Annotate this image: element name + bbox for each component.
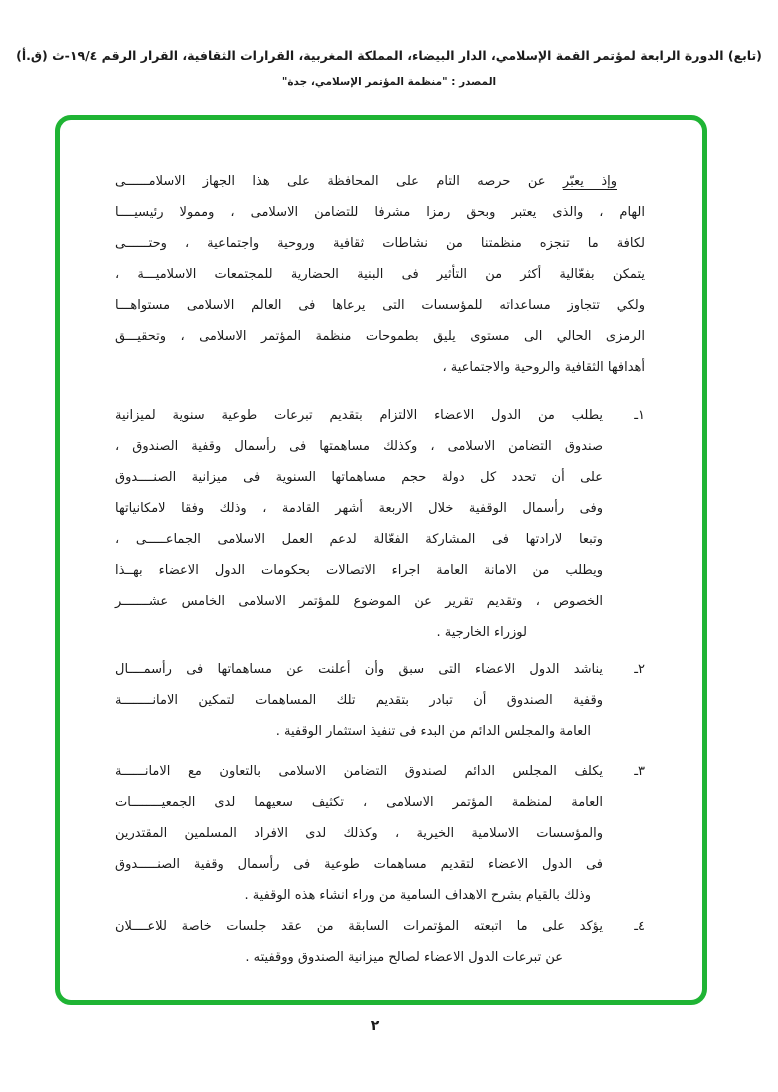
- preamble-line: الرمزى الحالي الى مستوى يليق بطموحات منظمة المؤتمر الاسلامى ، وتحقيـــق: [115, 329, 645, 344]
- item-line: يناشد الدول الاعضاء التى سبق وأن أعلنت عن مساهماتها فى رأسمــــال: [115, 662, 603, 677]
- preamble-line: الهام ، والذى يعتبر وبحق رمزا مشرفا للتضامن الاسلامى ، وممولا رئيسيــــا: [115, 205, 645, 220]
- item-line: العامة لمنظمة المؤتمر الاسلامى ، تكثيف سعيهما لدى الجمعيــــــــات: [115, 795, 603, 810]
- item-line-last: العامة والمجلس الدائم من البدء فى تنفيذ استثمار الوقفية .: [275, 724, 591, 739]
- page-number: ٢: [370, 1018, 380, 1034]
- header-source-line: المصدر : "منظمة المؤتمر الإسلامي، جدة": [281, 76, 497, 88]
- preamble-line: ولكي تتجاوز مساعداته للمؤسسات التى يرعاها فى العالم الاسلامى مستواهـــا: [115, 298, 645, 313]
- item-2-number: ٢ـ: [634, 662, 645, 677]
- item-line: على أن تحدد كل دولة حجم مساهماتها السنوية فى ميزانية الصنــــدوق: [115, 470, 603, 485]
- item-line: وتبعا لارادتها فى المشاركة الفعّالة لدعم العمل الاسلامى الجماعـــــى ،: [115, 532, 603, 547]
- underlined-lead: وإذ يعبّر: [562, 174, 617, 189]
- item-line: وقفية الصندوق أن تبادر بتقديم تلك المساهمات لتمكين الامانــــــــة: [115, 693, 603, 708]
- list-item-1: [115, 400, 645, 648]
- preamble-line-first: [115, 166, 645, 197]
- item-3-number: ٣ـ: [634, 764, 645, 779]
- item-line: فى الدول الاعضاء لتقديم مساهمات طوعية فى رأسمال وقفية الصنـــــدوق: [115, 857, 603, 872]
- item-2-text: [115, 654, 603, 747]
- item-line-last: لوزراء الخارجية .: [436, 625, 527, 640]
- list-item-3: [115, 756, 645, 911]
- item-line-last: عن تبرعات الدول الاعضاء لصالح ميزانية الصندوق ووقفيته .: [245, 950, 563, 965]
- preamble-line: يتمكن بفعّالية أكثر من التأثير فى البنية الحضارية للمجتمعات الاسلاميـــة ،: [115, 267, 645, 282]
- item-line: يؤكد على ما اتبعته المؤتمرات السابقة من عقد جلسات خاصة للاعــــلان: [115, 919, 603, 934]
- document-body: [115, 166, 645, 973]
- item-4-number: ٤ـ: [634, 919, 645, 934]
- preamble-line-last: أهدافها الثقافية والروحية والاجتماعية ،: [442, 360, 645, 375]
- header-title: (تابع) الدورة الرابعة لمؤتمر القمة الإسلامي، الدار البيضاء، المملكة المغربية، القرارات الثقافية، القرار الرقم ١٩/٤-ث (ق.أ): [16, 48, 762, 63]
- preamble-first-line-rest: عن حرصه التام على المحافظة على هذا الجهاز الاسلامــــــى: [115, 174, 546, 189]
- item-line: الخصوص ، وتقديم تقرير عن الموضوع للمؤتمر الاسلامى الخامس عشـــــــر: [115, 594, 603, 609]
- item-4-text: [115, 911, 603, 973]
- item-3-text: [115, 756, 603, 911]
- preamble-paragraph: [115, 166, 645, 383]
- item-line: يطلب من الدول الاعضاء الالتزام بتقديم تبرعات طوعية سنوية لميزانية: [115, 408, 603, 423]
- item-line: صندوق التضامن الاسلامى ، وكذلك مساهمتها فى رأسمال وقفية الصندوق ،: [115, 439, 603, 454]
- preamble-line: لكافة ما تنجزه منظمتنا من نشاطات ثقافية وروحية واجتماعية ، وحتــــــى: [115, 236, 645, 251]
- item-line: والمؤسسات الاسلامية الخيرية ، وكذلك لدى الافراد المسلمين المقتدرين: [115, 826, 603, 841]
- item-line: ويطلب من الامانة العامة اجراء الاتصالات بحكومات الدول الاعضاء بهــذا: [115, 563, 603, 578]
- item-line: يكلف المجلس الدائم لصندوق التضامن الاسلامى بالتعاون مع الامانــــــة: [115, 764, 603, 779]
- item-line-last: وذلك بالقيام بشرح الاهداف السامية من وراء انشاء هذه الوقفية .: [244, 888, 591, 903]
- item-1-text: [115, 400, 603, 648]
- item-line: وفى رأسمال الوقفية خلال الاربعة أشهر القادمة ، وذلك وفقا لامكانياتها: [115, 501, 603, 516]
- item-1-number: ١ـ: [634, 408, 645, 423]
- list-item-4: [115, 911, 645, 973]
- list-item-2: [115, 654, 645, 747]
